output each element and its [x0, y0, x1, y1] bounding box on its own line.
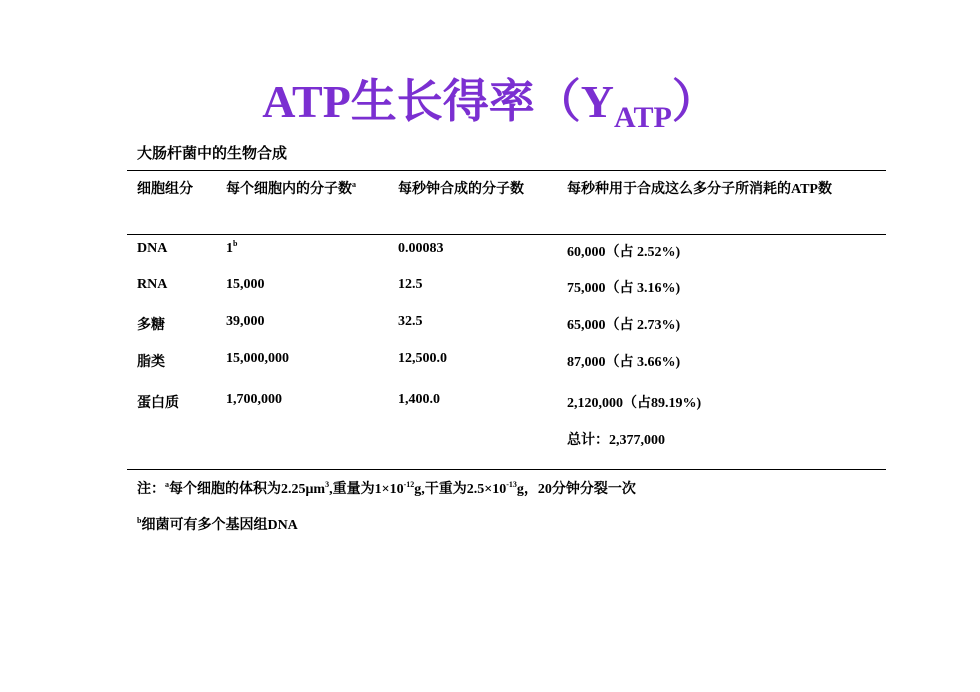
cell-atp: 87,000（占 3.66%): [567, 355, 681, 370]
footnote-a: [137, 478, 636, 498]
cell-atp: 75,000（占 3.16%): [567, 281, 681, 296]
cell-molecules: 39,000: [226, 314, 265, 329]
footnote-b-marker: b: [137, 516, 142, 525]
cell-molecules-value: 1: [226, 241, 233, 256]
header-component-label: 细胞组分: [137, 182, 193, 197]
cell-molecules: 15,000,000: [226, 351, 289, 366]
cell-component: 脂类: [137, 355, 165, 370]
cell-molecules: 15,000: [226, 277, 265, 292]
header-rate-label: 每秒钟合成的分子数: [398, 182, 524, 197]
header-atp-label: 每秒种用于合成这么多分子所消耗的ATP数: [567, 182, 832, 197]
footnote-b: [137, 514, 298, 534]
table-caption: 大肠杆菌中的生物合成: [137, 146, 288, 162]
cell-atp: 60,000（占 2.52%): [567, 245, 681, 260]
title-subscript: ATP: [614, 101, 672, 134]
footnote-a-text-2: ,重量为1×10: [329, 482, 404, 497]
footnote-a-text-1: 每个细胞的体积为2.25μm: [169, 482, 326, 497]
cell-component: 多糖: [137, 318, 165, 333]
table-total: 总计：2,377,000: [567, 433, 665, 448]
header-molecules-label: 每个细胞内的分子数: [226, 182, 352, 197]
footnote-a-exp-3: -13: [506, 480, 517, 489]
cell-rate: 0.00083: [398, 241, 444, 256]
title-close: ）: [671, 76, 718, 127]
footnote-a-exp-1: 3: [325, 480, 330, 489]
footnote-a-text-4: g，20分钟分裂一次: [516, 482, 636, 497]
header-component: [137, 178, 193, 198]
header-atp: [567, 178, 832, 198]
cell-rate: 1,400.0: [398, 392, 440, 407]
cell-rate: 12,500.0: [398, 351, 447, 366]
cell-molecules: [226, 241, 237, 257]
table-header-rule: [127, 234, 886, 235]
header-rate: [398, 178, 524, 198]
table-top-rule: [127, 170, 886, 171]
cell-component: 蛋白质: [137, 396, 179, 411]
cell-component: DNA: [137, 241, 168, 256]
footnote-a-exp-2: -12: [403, 480, 415, 489]
title-main: ATP生长得率（Y: [262, 76, 615, 127]
cell-component: RNA: [137, 277, 168, 292]
footnote-b-text: 细菌可有多个基因组DNA: [141, 518, 298, 533]
footnote-a-text-3: g,干重为2.5×10: [414, 482, 507, 497]
header-molecules: [226, 178, 356, 198]
footnote-a-marker: a: [165, 480, 169, 489]
cell-rate: 12.5: [398, 277, 423, 292]
cell-atp: 2,120,000（占89.19%): [567, 396, 702, 411]
table-bottom-rule: [127, 469, 886, 470]
cell-rate: 32.5: [398, 314, 423, 329]
cell-molecules: 1,700,000: [226, 392, 282, 407]
page-title: [0, 72, 980, 148]
footnote-marker-a: a: [352, 180, 356, 189]
cell-atp: 65,000（占 2.73%): [567, 318, 681, 333]
footnote-prefix: 注：: [137, 482, 165, 497]
footnote-marker-b: b: [233, 239, 238, 248]
